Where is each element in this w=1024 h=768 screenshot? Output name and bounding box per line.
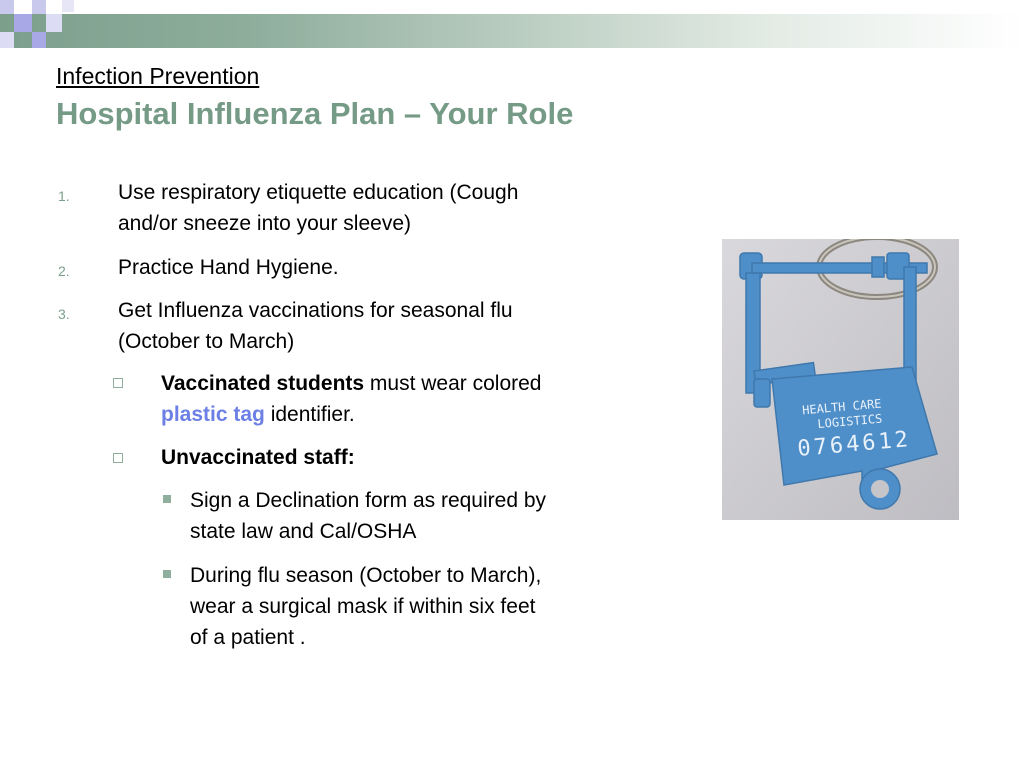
sub-sub-item-line: During flu season (October to March), bbox=[190, 564, 542, 587]
sub-sub-item-mask bbox=[190, 560, 541, 653]
sub-sub-item-line: wear a surgical mask if within six feet bbox=[190, 595, 536, 618]
header-gradient-bar bbox=[0, 14, 1024, 48]
list-marker: 2. bbox=[58, 263, 70, 279]
list-item-3 bbox=[118, 295, 513, 357]
slide-subtitle: Infection Prevention bbox=[56, 63, 260, 89]
plastic-tag-illustration bbox=[722, 239, 959, 520]
sub-sub-item-declination bbox=[190, 485, 546, 547]
sub-sub-item-line: Sign a Declination form as required by bbox=[190, 489, 547, 512]
square-bullet-icon bbox=[113, 453, 123, 463]
list-item-line: Get Influenza vaccinations for seasonal flu bbox=[118, 299, 513, 322]
sub-item-text: identifier. bbox=[264, 403, 355, 426]
corner-square-decoration bbox=[14, 14, 32, 32]
list-item-line: (October to March) bbox=[118, 330, 295, 353]
sub-item-bold: Vaccinated students bbox=[161, 372, 365, 395]
sub-item-text: must wear colored bbox=[364, 372, 542, 395]
list-item-2 bbox=[118, 252, 339, 283]
corner-square-decoration bbox=[32, 0, 46, 14]
sub-item-bold: Unvaccinated staff: bbox=[161, 446, 355, 469]
list-item-1 bbox=[118, 177, 518, 239]
corner-square-decoration bbox=[62, 0, 74, 12]
corner-square-decoration bbox=[46, 14, 62, 32]
slide-title: Hospital Influenza Plan – Your Role bbox=[56, 96, 574, 131]
highlighted-term: plastic tag bbox=[161, 403, 265, 426]
sub-sub-item-line: state law and Cal/OSHA bbox=[190, 520, 417, 543]
tag-number: 0764612 bbox=[796, 427, 912, 462]
list-marker: 1. bbox=[58, 188, 70, 204]
solid-bullet-icon bbox=[163, 495, 171, 503]
tag-text-line2: LOGISTICS bbox=[816, 411, 883, 432]
corner-square-decoration bbox=[0, 32, 14, 48]
corner-square-decoration bbox=[0, 0, 14, 14]
plastic-tag-photo bbox=[722, 239, 959, 520]
list-item-line: Use respiratory etiquette education (Cough bbox=[118, 181, 519, 204]
list-item-line: and/or sneeze into your sleeve) bbox=[118, 212, 412, 235]
sub-item-vaccinated bbox=[161, 368, 541, 430]
list-marker: 3. bbox=[58, 306, 70, 322]
sub-item-unvaccinated bbox=[161, 442, 355, 473]
sub-sub-item-line: of a patient . bbox=[190, 626, 306, 649]
square-bullet-icon bbox=[113, 378, 123, 388]
list-item-line: Practice Hand Hygiene. bbox=[118, 256, 339, 279]
tag-text-line1: HEALTH CARE bbox=[801, 396, 883, 418]
solid-bullet-icon bbox=[163, 570, 171, 578]
corner-square-decoration bbox=[32, 32, 46, 48]
